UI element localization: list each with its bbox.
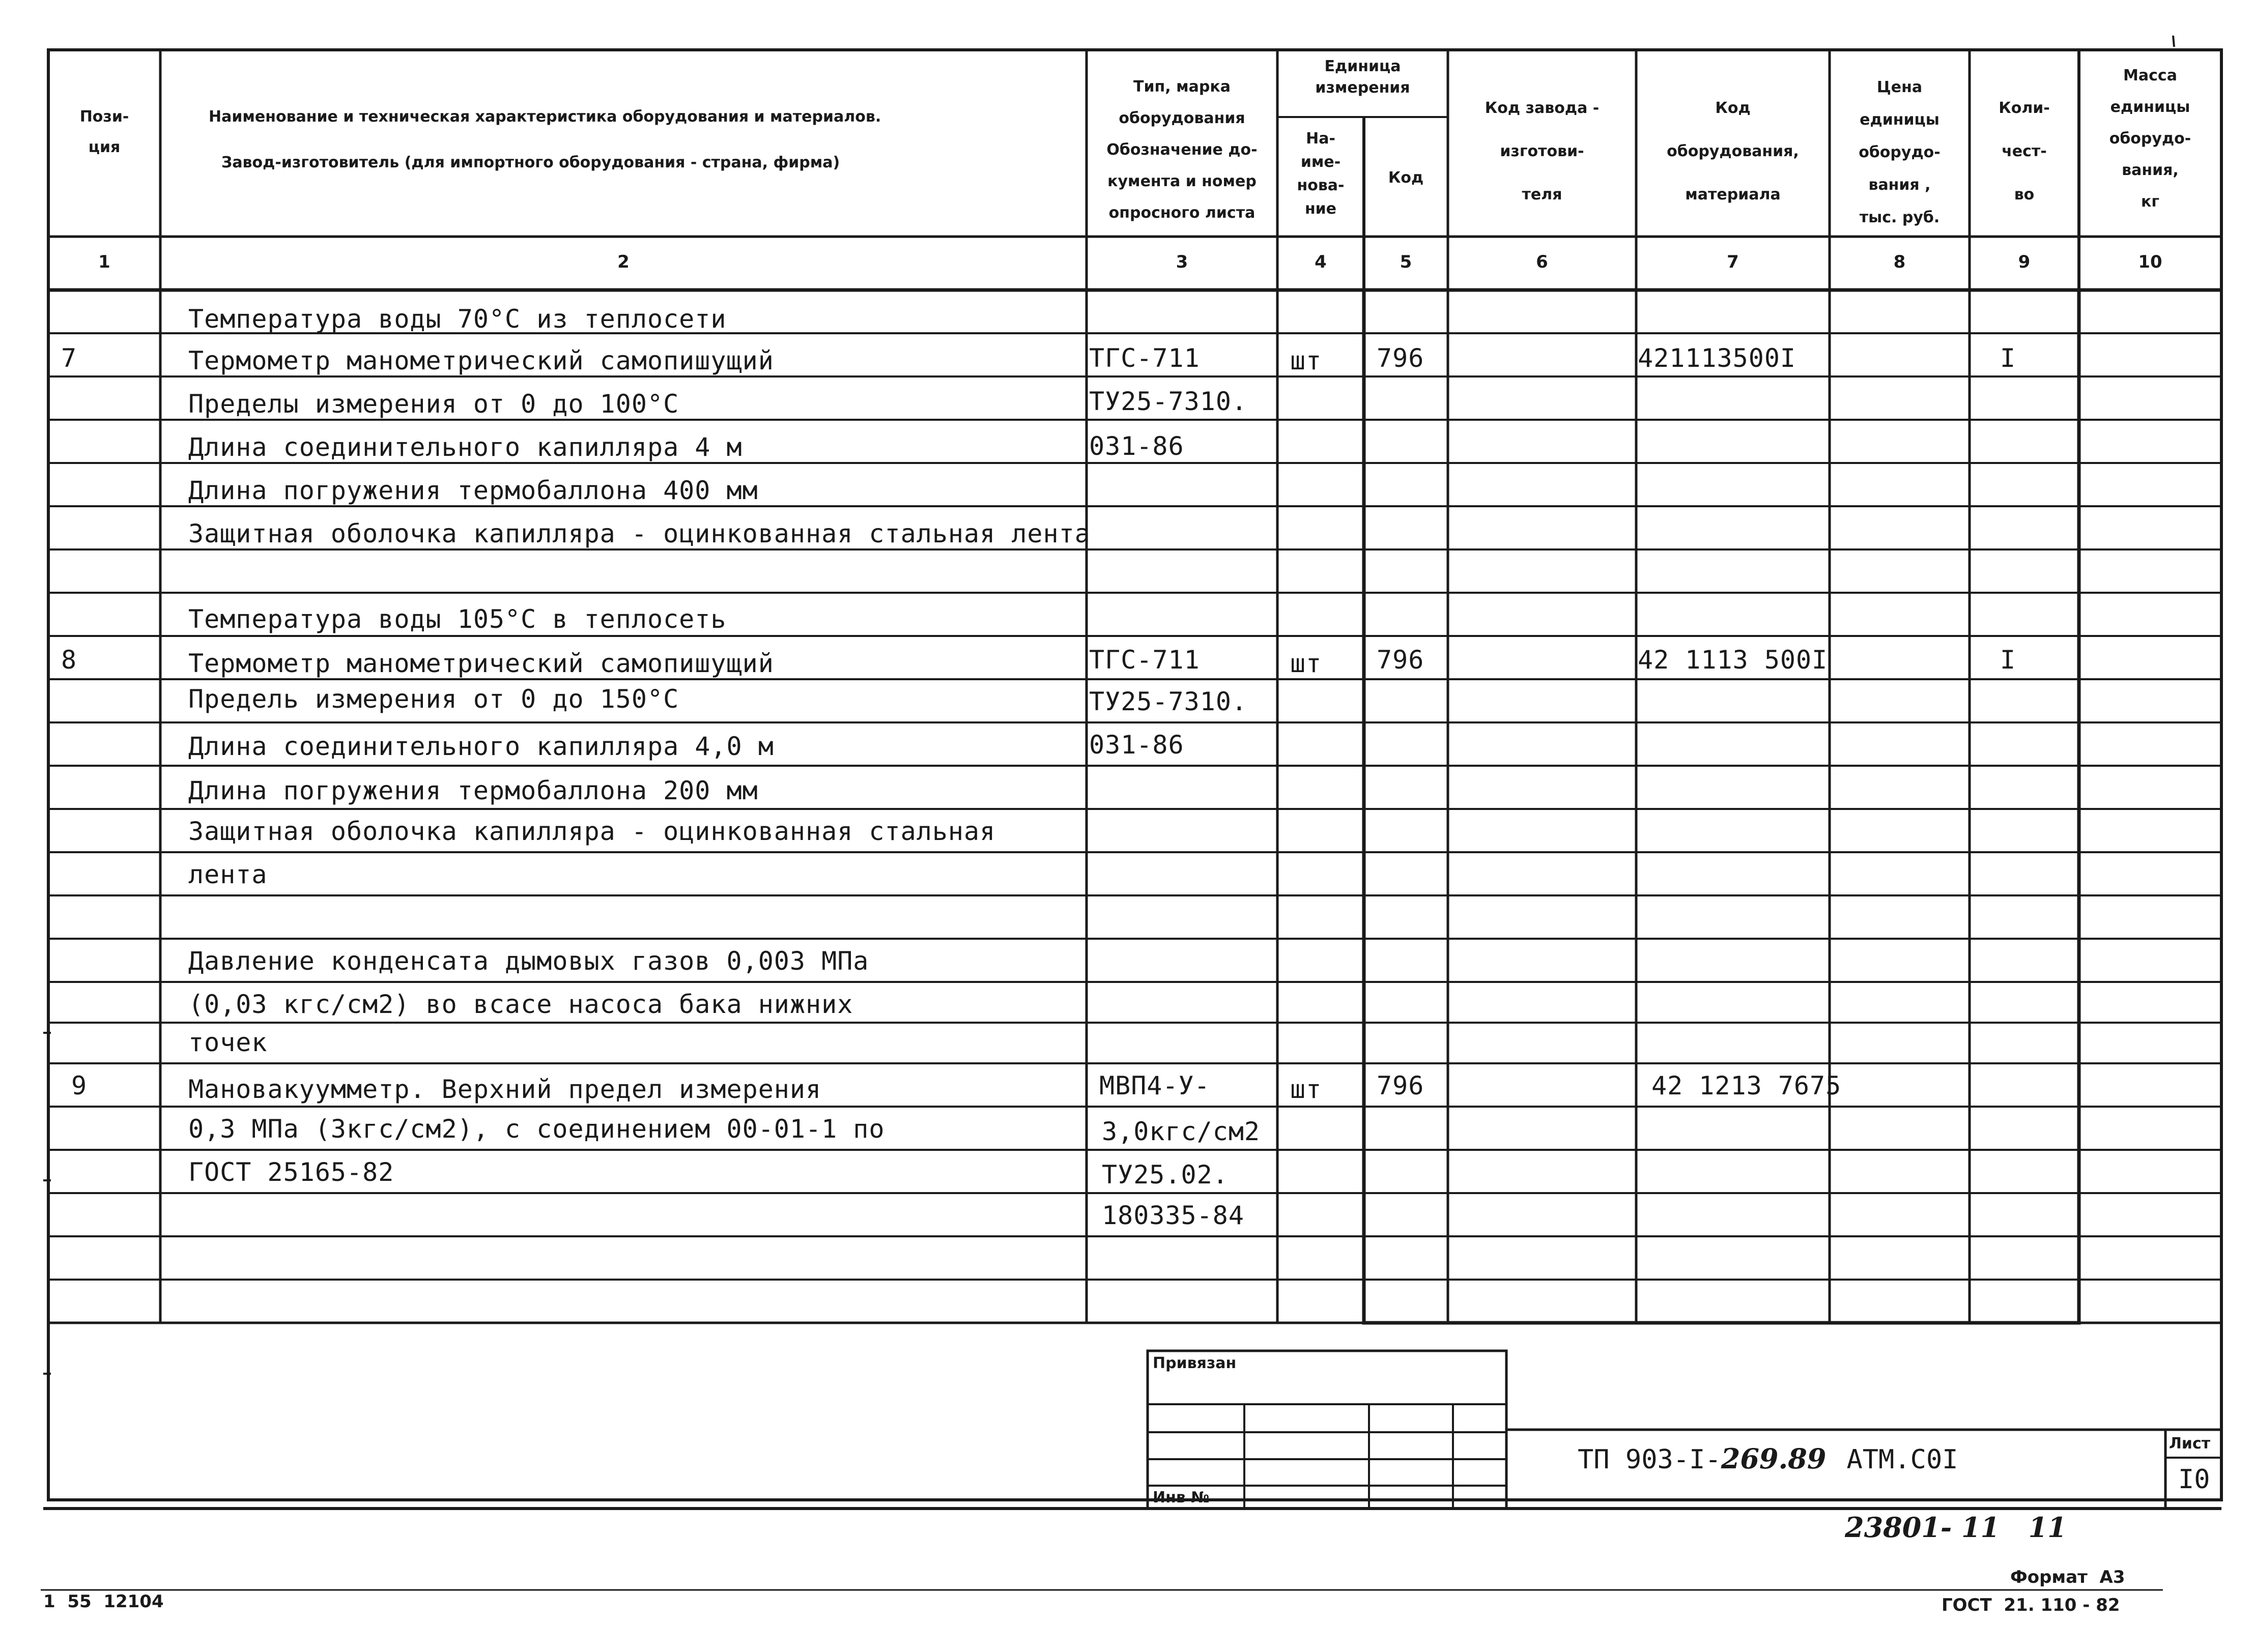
row-name: (0,03 кгс/см2) во всасе насоса бака нижних xyxy=(188,990,853,1019)
header-col9: Коли- чест- во xyxy=(1999,99,2050,204)
column-number: 5 xyxy=(1400,252,1412,272)
row-position: 8 xyxy=(61,645,77,675)
row-name: Защитная оболочка капилляра - оцинкованная стальная xyxy=(188,817,996,846)
column-number: 9 xyxy=(2018,252,2031,272)
row-equip-code: 42 1113 500I xyxy=(1638,645,1828,675)
row-name: ГОСТ 25165-82 xyxy=(188,1157,394,1187)
doc-prefix: ТП 903-I- xyxy=(1578,1444,1721,1475)
gost-label: ГОСТ 21. 110 - 82 xyxy=(1942,1595,2120,1615)
column-number: 2 xyxy=(617,252,630,272)
row-name: Длина погружения термобаллона 200 мм xyxy=(188,776,758,805)
header-col5: Код xyxy=(1388,169,1424,187)
column-number: 3 xyxy=(1176,252,1188,272)
row-name: Мановакуумметр. Верхний предел измерения xyxy=(188,1075,822,1104)
header-col8: Цена единицы оборудо- вания , тыс. руб. xyxy=(1859,78,1941,226)
row-name: Защитная оболочка капилляра - оцинкованная стальная лента xyxy=(188,519,1091,548)
doc-hand-number: 269.89 xyxy=(1721,1442,1827,1475)
row-name: Длина погружения термобаллона 400 мм xyxy=(188,476,758,505)
row-name: Длина соединительного капилляра 4,0 м xyxy=(188,732,774,761)
row-type: 3,0кгс/см2 xyxy=(1102,1117,1261,1146)
column-number: 10 xyxy=(2138,252,2162,272)
row-type: ТУ25.02. xyxy=(1102,1160,1229,1190)
row-name: Пределы измерения от 0 до 100°С xyxy=(188,389,679,419)
format-label: Формат А3 xyxy=(2010,1567,2125,1587)
header-col2: Наименование и техническая характеристика оборудования и материалов. Завод-изготовитель (для импортного оборудования - страна, фирма) xyxy=(209,108,881,171)
stamp-inv-number: Инв № xyxy=(1153,1489,1210,1506)
row-name: точек xyxy=(188,1028,268,1057)
header-unit-group: Единица измерения xyxy=(1315,57,1410,97)
header-col1: Пози- ция xyxy=(79,108,129,156)
row-code: 796 xyxy=(1377,1071,1424,1100)
sheet-number: I0 xyxy=(2178,1464,2210,1495)
column-number: 6 xyxy=(1536,252,1548,272)
header-col6: Код завода - изготови- теля xyxy=(1485,99,1600,204)
row-type: ТГС-711 xyxy=(1089,343,1200,373)
left-code: 1 55 12104 xyxy=(43,1591,164,1612)
row-code: 796 xyxy=(1377,343,1424,373)
row-code: 796 xyxy=(1377,645,1424,675)
document-code xyxy=(1578,1442,1958,1475)
column-number: 1 xyxy=(98,252,110,272)
row-unit: шт xyxy=(1290,346,1322,375)
row-name: Давление конденсата дымовых газов 0,003 МПа xyxy=(188,946,869,976)
row-qty: I xyxy=(2000,343,2016,373)
column-number: 4 xyxy=(1315,252,1327,272)
stamp-privyazan: Привязан xyxy=(1153,1354,1237,1372)
row-position: 9 xyxy=(71,1071,88,1100)
row-name: Термометр манометрический самопишущий xyxy=(188,346,774,375)
row-unit: шт xyxy=(1290,1075,1322,1104)
row-type: ТУ25-7310. xyxy=(1089,387,1248,416)
doc-suffix: АТМ.С0I xyxy=(1846,1444,1958,1475)
row-name: Температура воды 105°С в теплосеть xyxy=(188,604,727,634)
header-col3: Тип, марка оборудования Обозначение до- кумента и номер опросного листа xyxy=(1106,78,1258,222)
row-name: лента xyxy=(188,860,268,889)
row-name: Температура воды 70°С из теплосети xyxy=(188,304,727,334)
row-type: ТГС-711 xyxy=(1089,645,1200,675)
row-type: 180335-84 xyxy=(1102,1201,1244,1230)
column-number: 8 xyxy=(1893,252,1906,272)
row-equip-code: 42 1213 7675 xyxy=(1651,1071,1842,1100)
row-qty: I xyxy=(2000,645,2016,675)
row-name: Длина соединительного капилляра 4 м xyxy=(188,432,743,462)
archive-number: 23801- 11 11 xyxy=(1845,1511,2067,1544)
row-type: 031-86 xyxy=(1089,730,1184,760)
row-equip-code: 421113500I xyxy=(1638,343,1796,373)
header-col10: Масса единицы оборудо- вания, кг xyxy=(2109,67,2191,211)
row-unit: шт xyxy=(1290,649,1322,678)
header-col4: На- име- нова- ние xyxy=(1297,130,1345,218)
row-name: Предель измерения от 0 до 150°С xyxy=(188,684,679,714)
row-name: Термометр манометрический самопишущий xyxy=(188,649,774,678)
row-type: ТУ25-7310. xyxy=(1089,687,1248,716)
row-position: 7 xyxy=(61,343,77,373)
row-type: 031-86 xyxy=(1089,431,1184,461)
row-name: 0,3 МПа (3кгс/см2), с соединением 00-01-1 по xyxy=(188,1114,885,1144)
sheet-label: Лист xyxy=(2169,1435,2211,1453)
row-type: МВП4-У- xyxy=(1099,1071,1210,1100)
header-col7: Код оборудования, материала xyxy=(1667,99,1799,204)
column-number: 7 xyxy=(1727,252,1739,272)
